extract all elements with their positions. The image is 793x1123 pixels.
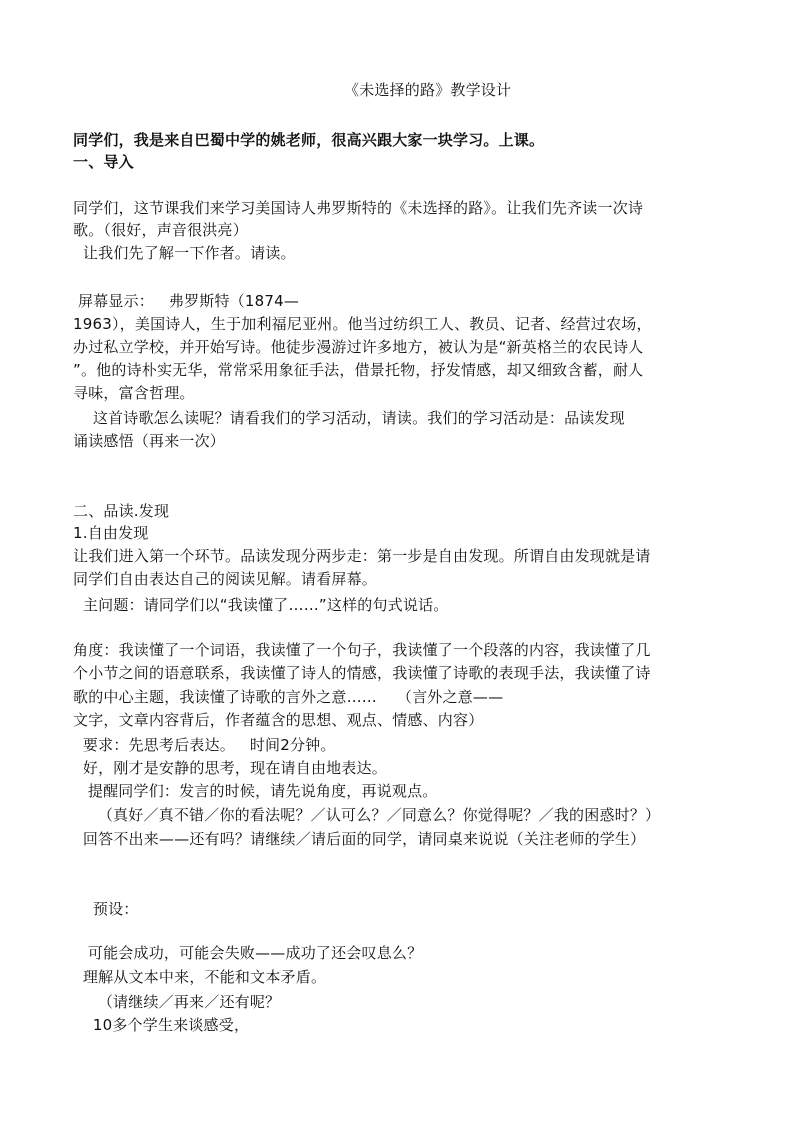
preset-text: 10多个学生来谈感受， bbox=[73, 1016, 250, 1034]
preset-text: 可能会成功，可能会失败——成功了还会叹息么？ bbox=[73, 944, 423, 962]
document-title: 《未选择的路》教学设计 bbox=[344, 81, 512, 99]
paragraph-text: 同学们自由表达自己的阅读见解。请看屏幕。 bbox=[73, 570, 378, 588]
paragraph-text: 让我们进入第一个环节。品读发现分两步走：第一步是自由发现。所谓自由发现就是请 bbox=[73, 547, 651, 565]
paragraph-text: 这首诗歌怎么读呢？请看我们的学习活动，请读。我们的学习活动是：品读发现 bbox=[73, 409, 625, 427]
feedback-text: 回答不出来——还有吗？请继续／请后面的同学，请同桌来说说（关注老师的学生） bbox=[73, 830, 646, 848]
feedback-text: （真好／真不错／你的看法呢？／认可么？／同意么？你觉得呢？／我的困惑时？） bbox=[73, 806, 661, 824]
angle-text: 个小节之间的语意联系，我读懂了诗人的情感，我读懂了诗歌的表现手法，我读懂了诗 bbox=[73, 664, 651, 682]
section-2-heading: 二、品读.发现 bbox=[73, 502, 170, 520]
paragraph-text: 好，刚才是安静的思考，现在请自由地表达。 bbox=[73, 759, 387, 777]
paragraph-text: 同学们，这节课我们来学习美国诗人弗罗斯特的《未选择的路》。让我们先齐读一次诗 bbox=[73, 199, 644, 217]
screen-display-text: 屏幕显示： 弗罗斯特（1874— bbox=[73, 292, 300, 310]
preset-text: 理解从文本中来，不能和文本矛盾。 bbox=[73, 968, 327, 986]
reminder-text: 提醒同学们：发言的时候，请先说角度，再说观点。 bbox=[73, 782, 438, 800]
author-bio-text: 寻味，富含哲理。 bbox=[73, 384, 195, 402]
section-1-heading: 一、导入 bbox=[73, 153, 134, 171]
author-bio-text: ”。他的诗朴实无华，常常采用象征手法，借景托物，抒发情感，却又细致含蓄，耐人 bbox=[73, 361, 644, 379]
author-bio-text: 办过私立学校，并开始写诗。他徒步漫游过许多地方，被认为是“新英格兰的农民诗人 bbox=[73, 338, 644, 356]
paragraph-text: 歌。（很好，声音很洪亮） bbox=[73, 221, 248, 239]
preset-label: 预设： bbox=[73, 900, 139, 918]
paragraph-text: 让我们先了解一下作者。请读。 bbox=[73, 244, 296, 262]
angle-text: 文字，文章内容背后，作者蕴含的思想、观点、情感、内容） bbox=[73, 711, 484, 729]
paragraph-text: 诵读感悟（再来一次） bbox=[73, 432, 226, 450]
angle-text: 角度：我读懂了一个词语，我读懂了一个句子，我读懂了一个段落的内容，我读懂了几 bbox=[73, 641, 651, 659]
intro-text: 同学们，我是来自巴蜀中学的姚老师，很高兴跟大家一块学习。上课。 bbox=[73, 131, 545, 149]
angle-text: 歌的中心主题，我读懂了诗歌的言外之意…… （言外之意—— bbox=[73, 688, 504, 706]
author-bio-text: 1963），美国诗人，生于加利福尼亚州。他当过纺织工人、教员、记者、经营过农场， bbox=[73, 315, 652, 333]
subsection-heading: 1.自由发现 bbox=[73, 524, 149, 542]
requirement-text: 要求：先思考后表达。 时间2分钟。 bbox=[73, 736, 336, 754]
main-question-text: 主问题：请同学们以“我读懂了……”这样的句式说话。 bbox=[73, 596, 449, 614]
preset-text: （请继续／再来／还有呢？ bbox=[73, 993, 281, 1011]
